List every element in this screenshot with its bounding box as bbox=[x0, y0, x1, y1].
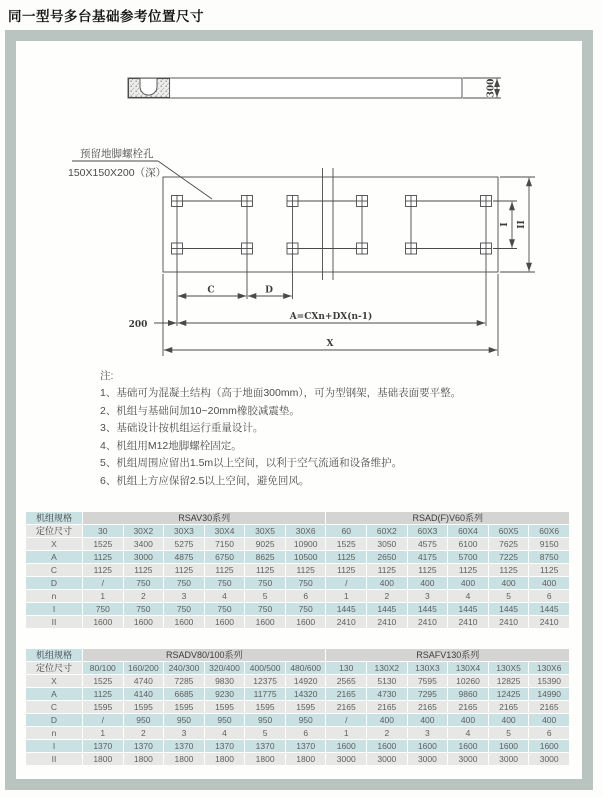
value-cell: 1445 bbox=[408, 603, 448, 615]
value-cell: 1125 bbox=[83, 688, 123, 700]
value-cell: / bbox=[326, 577, 366, 589]
value-cell: 1125 bbox=[529, 564, 569, 576]
value-cell: 3000 bbox=[529, 753, 569, 765]
value-cell: 1525 bbox=[326, 538, 366, 550]
value-cell: 4730 bbox=[367, 688, 407, 700]
value-cell: 4575 bbox=[408, 538, 448, 550]
value-cell: 2165 bbox=[448, 701, 488, 713]
value-cell: 7295 bbox=[408, 688, 448, 700]
model-header: 130X3 bbox=[408, 662, 448, 674]
value-cell: 7150 bbox=[205, 538, 245, 550]
unit-spec-header: 机组规格 bbox=[26, 512, 82, 524]
value-cell: 2165 bbox=[529, 701, 569, 713]
value-cell: 400 bbox=[448, 577, 488, 589]
value-cell: 1800 bbox=[286, 753, 326, 765]
row-label: C bbox=[26, 701, 82, 713]
value-cell: 750 bbox=[286, 603, 326, 615]
row-label: II bbox=[26, 753, 82, 765]
value-cell: 4 bbox=[205, 727, 245, 739]
value-cell: 6100 bbox=[448, 538, 488, 550]
note-item: 6、机组上方应保留2.5以上空间，避免回风。 bbox=[100, 474, 310, 487]
value-cell: 3400 bbox=[124, 538, 164, 550]
dim-label-d: D bbox=[265, 285, 273, 296]
value-cell: 6 bbox=[529, 590, 569, 602]
value-cell: 950 bbox=[124, 714, 164, 726]
row-label: I bbox=[26, 603, 82, 615]
value-cell: 10500 bbox=[286, 551, 326, 563]
value-cell: 1370 bbox=[124, 740, 164, 752]
value-cell: 950 bbox=[205, 714, 245, 726]
value-cell: 6 bbox=[286, 727, 326, 739]
value-cell: 1 bbox=[326, 727, 366, 739]
value-cell: 1125 bbox=[205, 564, 245, 576]
model-header: 130X6 bbox=[529, 662, 569, 674]
value-cell: 4140 bbox=[124, 688, 164, 700]
value-cell: 950 bbox=[245, 714, 285, 726]
value-cell: 1125 bbox=[286, 564, 326, 576]
spec-table-rsadv80100-rsafv130 bbox=[25, 648, 570, 766]
value-cell: 1800 bbox=[164, 753, 204, 765]
model-header: 60X3 bbox=[408, 525, 448, 537]
value-cell: 1 bbox=[83, 727, 123, 739]
model-header: 320/400 bbox=[205, 662, 245, 674]
value-cell: 1125 bbox=[326, 551, 366, 563]
value-cell: 2 bbox=[367, 727, 407, 739]
model-header: 30X5 bbox=[245, 525, 285, 537]
model-header: 30 bbox=[83, 525, 123, 537]
page-title: 同一型号多台基础参考位置尺寸 bbox=[8, 9, 204, 24]
model-header: 130 bbox=[326, 662, 366, 674]
value-cell: 1600 bbox=[286, 616, 326, 628]
value-cell: 1445 bbox=[489, 603, 529, 615]
row-label: II bbox=[26, 616, 82, 628]
dim-label-i: I bbox=[500, 222, 510, 227]
value-cell: 1125 bbox=[83, 551, 123, 563]
value-cell: / bbox=[83, 577, 123, 589]
value-cell: 950 bbox=[286, 714, 326, 726]
value-cell: 1600 bbox=[245, 616, 285, 628]
model-header: 60X4 bbox=[448, 525, 488, 537]
value-cell: 1600 bbox=[367, 740, 407, 752]
value-cell: 1370 bbox=[83, 740, 123, 752]
row-label: A bbox=[26, 688, 82, 700]
value-cell: 400 bbox=[448, 714, 488, 726]
value-cell: 750 bbox=[245, 603, 285, 615]
value-cell: 2410 bbox=[408, 616, 448, 628]
value-cell: 750 bbox=[205, 603, 245, 615]
value-cell: 5 bbox=[489, 590, 529, 602]
value-cell: 1600 bbox=[205, 616, 245, 628]
notes-list bbox=[100, 385, 570, 491]
value-cell: 2410 bbox=[529, 616, 569, 628]
value-cell: 4740 bbox=[124, 675, 164, 687]
value-cell: 1125 bbox=[245, 564, 285, 576]
value-cell: 12375 bbox=[245, 675, 285, 687]
value-cell: 1 bbox=[83, 590, 123, 602]
row-label: I bbox=[26, 740, 82, 752]
value-cell: 2410 bbox=[326, 616, 366, 628]
value-cell: 9860 bbox=[448, 688, 488, 700]
value-cell: 1125 bbox=[448, 564, 488, 576]
value-cell: 14920 bbox=[286, 675, 326, 687]
value-cell: 5275 bbox=[164, 538, 204, 550]
row-label: A bbox=[26, 551, 82, 563]
position-size-header: 定位尺寸 bbox=[26, 525, 82, 537]
value-cell: 3 bbox=[164, 727, 204, 739]
value-cell: 1600 bbox=[408, 740, 448, 752]
value-cell: 6750 bbox=[205, 551, 245, 563]
value-cell: 750 bbox=[286, 577, 326, 589]
value-cell: 9150 bbox=[529, 538, 569, 550]
value-cell: 1370 bbox=[205, 740, 245, 752]
value-cell: 6685 bbox=[164, 688, 204, 700]
row-label: C bbox=[26, 564, 82, 576]
value-cell: 400 bbox=[529, 714, 569, 726]
row-label: n bbox=[26, 727, 82, 739]
row-label: X bbox=[26, 675, 82, 687]
value-cell: 2 bbox=[367, 590, 407, 602]
model-header: 130X5 bbox=[489, 662, 529, 674]
value-cell: 1595 bbox=[83, 701, 123, 713]
value-cell: 2 bbox=[124, 590, 164, 602]
value-cell: 2650 bbox=[367, 551, 407, 563]
value-cell: 1595 bbox=[124, 701, 164, 713]
spec-table bbox=[25, 648, 570, 766]
value-cell: 400 bbox=[529, 577, 569, 589]
value-cell: / bbox=[83, 714, 123, 726]
value-cell: 15390 bbox=[529, 675, 569, 687]
dim-label-x: X bbox=[326, 339, 334, 349]
note-item: 1、基础可为混凝土结构（高于地面300mm），可为型钢架，基础表面要平整。 bbox=[100, 387, 462, 399]
value-cell: 1595 bbox=[164, 701, 204, 713]
value-cell: 14320 bbox=[286, 688, 326, 700]
bolt-hole-size-label: 150X150X200（深） bbox=[68, 167, 167, 179]
value-cell: / bbox=[326, 714, 366, 726]
model-header: 60X5 bbox=[489, 525, 529, 537]
model-header: 240/300 bbox=[164, 662, 204, 674]
series-header: RSAV30系列 bbox=[83, 512, 325, 524]
value-cell: 1370 bbox=[286, 740, 326, 752]
value-cell: 7225 bbox=[489, 551, 529, 563]
value-cell: 3050 bbox=[367, 538, 407, 550]
unit-spec-header: 机组规格 bbox=[26, 649, 82, 661]
value-cell: 9830 bbox=[205, 675, 245, 687]
dim-label-200: 200 bbox=[128, 320, 148, 330]
value-cell: 1600 bbox=[326, 740, 366, 752]
value-cell: 1525 bbox=[83, 538, 123, 550]
value-cell: 1125 bbox=[83, 564, 123, 576]
model-header: 30X2 bbox=[124, 525, 164, 537]
model-header: 80/100 bbox=[83, 662, 123, 674]
value-cell: 1525 bbox=[83, 675, 123, 687]
value-cell: 5700 bbox=[448, 551, 488, 563]
value-cell: 1600 bbox=[83, 616, 123, 628]
value-cell: 1800 bbox=[245, 753, 285, 765]
value-cell: 2165 bbox=[408, 701, 448, 713]
value-cell: 3000 bbox=[367, 753, 407, 765]
value-cell: 12825 bbox=[489, 675, 529, 687]
value-cell: 3000 bbox=[326, 753, 366, 765]
value-cell: 1800 bbox=[124, 753, 164, 765]
model-header: 30X3 bbox=[164, 525, 204, 537]
value-cell: 1370 bbox=[245, 740, 285, 752]
value-cell: 750 bbox=[164, 577, 204, 589]
value-cell: 5 bbox=[245, 590, 285, 602]
value-cell: 1595 bbox=[205, 701, 245, 713]
value-cell: 1445 bbox=[326, 603, 366, 615]
value-cell: 1800 bbox=[83, 753, 123, 765]
value-cell: 5 bbox=[489, 727, 529, 739]
value-cell: 3000 bbox=[448, 753, 488, 765]
model-header: 30X6 bbox=[286, 525, 326, 537]
model-header: 130X2 bbox=[367, 662, 407, 674]
value-cell: 1 bbox=[326, 590, 366, 602]
value-cell: 8625 bbox=[245, 551, 285, 563]
value-cell: 1600 bbox=[529, 740, 569, 752]
value-cell: 2565 bbox=[326, 675, 366, 687]
value-cell: 4 bbox=[448, 590, 488, 602]
value-cell: 1445 bbox=[529, 603, 569, 615]
value-cell: 3 bbox=[408, 727, 448, 739]
value-cell: 400 bbox=[367, 577, 407, 589]
series-header: RSADV80/100系列 bbox=[83, 649, 325, 661]
value-cell: 2410 bbox=[367, 616, 407, 628]
value-cell: 4875 bbox=[164, 551, 204, 563]
value-cell: 1125 bbox=[408, 564, 448, 576]
note-item: 4、机组用M12地脚螺栓固定。 bbox=[100, 439, 242, 452]
spec-table bbox=[25, 511, 570, 629]
value-cell: 3000 bbox=[489, 753, 529, 765]
value-cell: 1595 bbox=[245, 701, 285, 713]
notes-section bbox=[100, 368, 570, 491]
model-header: 30X4 bbox=[205, 525, 245, 537]
value-cell: 1125 bbox=[326, 564, 366, 576]
value-cell: 400 bbox=[408, 714, 448, 726]
value-cell: 750 bbox=[83, 603, 123, 615]
value-cell: 10900 bbox=[286, 538, 326, 550]
value-cell: 1600 bbox=[489, 740, 529, 752]
value-cell: 3000 bbox=[124, 551, 164, 563]
note-item: 5、机组周围应留出1.5m以上空间，以利于空气流通和设备维护。 bbox=[100, 457, 403, 470]
row-label: n bbox=[26, 590, 82, 602]
value-cell: 4 bbox=[448, 727, 488, 739]
dim-label-ii: II bbox=[517, 220, 527, 229]
value-cell: 9230 bbox=[205, 688, 245, 700]
model-header: 400/500 bbox=[245, 662, 285, 674]
value-cell: 2165 bbox=[326, 701, 366, 713]
value-cell: 1600 bbox=[124, 616, 164, 628]
value-cell: 2165 bbox=[489, 701, 529, 713]
notes-heading: 注: bbox=[100, 370, 114, 382]
value-cell: 1125 bbox=[124, 564, 164, 576]
value-cell: 400 bbox=[489, 714, 529, 726]
value-cell: 750 bbox=[124, 603, 164, 615]
value-cell: 6 bbox=[286, 590, 326, 602]
value-cell: 10260 bbox=[448, 675, 488, 687]
row-label: D bbox=[26, 714, 82, 726]
value-cell: 1600 bbox=[164, 616, 204, 628]
row-label: D bbox=[26, 577, 82, 589]
note-item: 2、机组与基础间加10~20mm橡胶减震垫。 bbox=[100, 404, 300, 417]
value-cell: 1600 bbox=[448, 740, 488, 752]
value-cell: 2165 bbox=[326, 688, 366, 700]
position-size-header: 定位尺寸 bbox=[26, 662, 82, 674]
dim-label-300: 300 bbox=[486, 78, 497, 98]
series-header: RSAD(F)V60系列 bbox=[326, 512, 569, 524]
value-cell: 1125 bbox=[489, 564, 529, 576]
bolt-hole-label: 预留地脚螺栓孔 bbox=[80, 148, 154, 160]
value-cell: 3000 bbox=[408, 753, 448, 765]
row-label: X bbox=[26, 538, 82, 550]
value-cell: 4175 bbox=[408, 551, 448, 563]
value-cell: 14990 bbox=[529, 688, 569, 700]
model-header: 60X2 bbox=[367, 525, 407, 537]
value-cell: 1445 bbox=[448, 603, 488, 615]
spec-table-rsav30-rsadfv60 bbox=[25, 511, 570, 629]
value-cell: 750 bbox=[124, 577, 164, 589]
value-cell: 5 bbox=[245, 727, 285, 739]
model-header: 60X6 bbox=[529, 525, 569, 537]
model-header: 480/600 bbox=[286, 662, 326, 674]
value-cell: 6 bbox=[529, 727, 569, 739]
value-cell: 950 bbox=[164, 714, 204, 726]
value-cell: 7625 bbox=[489, 538, 529, 550]
value-cell: 400 bbox=[408, 577, 448, 589]
value-cell: 8750 bbox=[529, 551, 569, 563]
model-header: 130X4 bbox=[448, 662, 488, 674]
dim-label-c: C bbox=[207, 285, 215, 296]
value-cell: 400 bbox=[367, 714, 407, 726]
series-header: RSAFV130系列 bbox=[326, 649, 569, 661]
value-cell: 3 bbox=[408, 590, 448, 602]
value-cell: 1595 bbox=[286, 701, 326, 713]
value-cell: 4 bbox=[205, 590, 245, 602]
value-cell: 5130 bbox=[367, 675, 407, 687]
value-cell: 1125 bbox=[367, 564, 407, 576]
value-cell: 7285 bbox=[164, 675, 204, 687]
value-cell: 2410 bbox=[448, 616, 488, 628]
value-cell: 2410 bbox=[489, 616, 529, 628]
value-cell: 12425 bbox=[489, 688, 529, 700]
value-cell: 2 bbox=[124, 727, 164, 739]
value-cell: 7595 bbox=[408, 675, 448, 687]
value-cell: 1370 bbox=[164, 740, 204, 752]
value-cell: 750 bbox=[164, 603, 204, 615]
model-header: 60 bbox=[326, 525, 366, 537]
value-cell: 1125 bbox=[164, 564, 204, 576]
value-cell: 9025 bbox=[245, 538, 285, 550]
value-cell: 400 bbox=[489, 577, 529, 589]
value-cell: 1445 bbox=[367, 603, 407, 615]
value-cell: 750 bbox=[245, 577, 285, 589]
model-header: 160/200 bbox=[124, 662, 164, 674]
value-cell: 3 bbox=[164, 590, 204, 602]
value-cell: 1800 bbox=[205, 753, 245, 765]
value-cell: 750 bbox=[205, 577, 245, 589]
dim-label-a-formula: A=CXn+DX(n-1) bbox=[289, 312, 373, 322]
note-item: 3、基础设计按机组运行重量设计。 bbox=[100, 422, 264, 435]
value-cell: 11775 bbox=[245, 688, 285, 700]
value-cell: 2165 bbox=[367, 701, 407, 713]
